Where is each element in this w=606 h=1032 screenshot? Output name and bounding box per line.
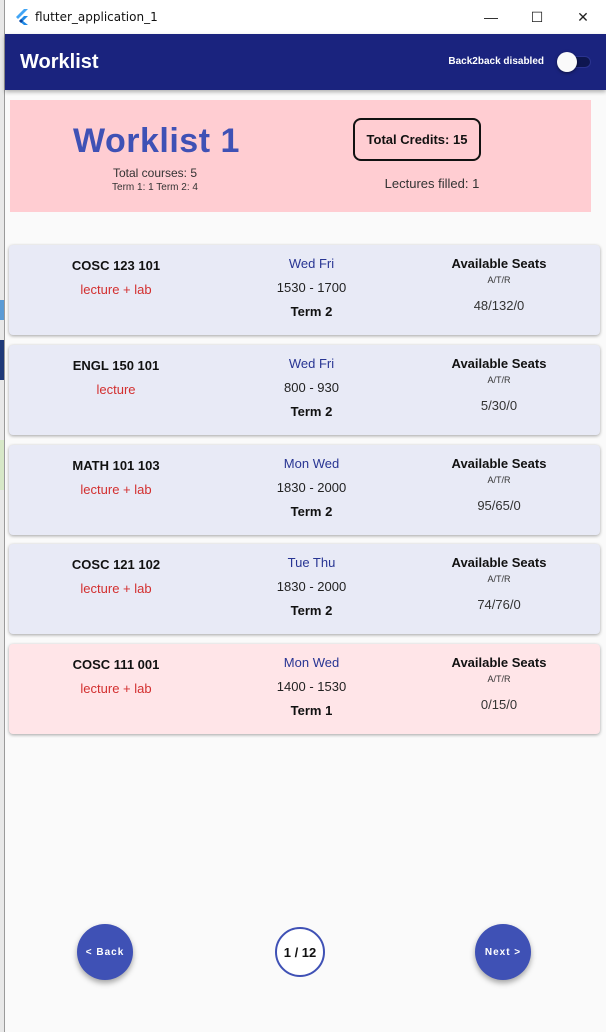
back2back-toggle[interactable] (557, 52, 591, 70)
seats-heading: Available Seats (451, 456, 547, 471)
next-button[interactable]: Next > (475, 924, 531, 980)
course-term: Term 2 (290, 603, 333, 618)
course-days: Mon Wed (283, 456, 340, 471)
page-indicator: 1 / 12 (275, 927, 325, 977)
back-button[interactable]: < Back (77, 924, 133, 980)
worklist-summary (10, 100, 591, 212)
course-term: Term 2 (290, 404, 333, 419)
maximize-icon: ☐ (530, 8, 544, 25)
course-card[interactable] (9, 445, 600, 535)
course-days: Wed Fri (288, 256, 335, 271)
course-type: lecture (96, 382, 136, 397)
seats-value: 0/15/0 (480, 697, 518, 712)
course-term: Term 1 (290, 703, 333, 718)
minimize-button[interactable] (468, 0, 514, 34)
seats-subheading: A/T/R (487, 275, 511, 285)
course-time: 1530 - 1700 (276, 280, 347, 295)
lectures-filled: Lectures filled: 1 (384, 176, 480, 191)
seats-subheading: A/T/R (487, 574, 511, 584)
seats-heading: Available Seats (451, 356, 547, 371)
window-title: flutter_application_1 (35, 10, 158, 24)
course-card[interactable] (9, 345, 600, 435)
course-type: lecture + lab (80, 482, 152, 497)
course-term: Term 2 (290, 304, 333, 319)
seats-value: 48/132/0 (473, 298, 525, 313)
seats-value: 74/76/0 (477, 597, 521, 612)
course-code: MATH 101 103 (72, 458, 160, 473)
course-code: COSC 121 102 (71, 557, 161, 572)
term-counts: Term 1: 1 Term 2: 4 (112, 182, 198, 193)
course-code: COSC 111 001 (72, 657, 160, 672)
course-days: Wed Fri (288, 356, 335, 371)
close-button[interactable] (560, 0, 606, 34)
course-time: 1400 - 1530 (276, 679, 347, 694)
course-card[interactable] (9, 245, 600, 335)
title-bar[interactable] (5, 0, 606, 34)
flutter-logo-icon (15, 9, 29, 25)
worklist-title: Worklist 1 (73, 122, 240, 160)
seats-subheading: A/T/R (487, 375, 511, 385)
course-type: lecture + lab (80, 282, 152, 297)
course-card[interactable] (9, 544, 600, 634)
course-type: lecture + lab (80, 681, 152, 696)
close-icon: ✕ (577, 8, 589, 25)
course-time: 1830 - 2000 (276, 480, 347, 495)
seats-subheading: A/T/R (487, 674, 511, 684)
seats-value: 95/65/0 (477, 498, 521, 513)
course-time: 1830 - 2000 (276, 579, 347, 594)
course-days: Tue Thu (287, 555, 336, 570)
course-days: Mon Wed (283, 655, 340, 670)
seats-heading: Available Seats (451, 555, 547, 570)
seats-value: 5/30/0 (480, 398, 518, 413)
app-bar-title: Worklist (20, 50, 99, 73)
maximize-button[interactable] (514, 0, 560, 34)
total-credits-badge: Total Credits: 15 (353, 118, 481, 161)
minimize-icon: — (484, 9, 498, 25)
back2back-label: Back2back disabled (448, 56, 544, 67)
total-courses: Total courses: 5 (112, 166, 198, 180)
toggle-thumb (557, 52, 577, 72)
course-code: COSC 123 101 (71, 258, 161, 273)
course-code: ENGL 150 101 (72, 358, 160, 373)
window-controls (468, 0, 606, 34)
course-type: lecture + lab (80, 581, 152, 596)
seats-heading: Available Seats (451, 256, 547, 271)
app-bar (5, 34, 606, 90)
course-card[interactable] (9, 644, 600, 734)
course-time: 800 - 930 (284, 380, 339, 395)
course-term: Term 2 (290, 504, 333, 519)
seats-subheading: A/T/R (487, 475, 511, 485)
seats-heading: Available Seats (451, 655, 547, 670)
